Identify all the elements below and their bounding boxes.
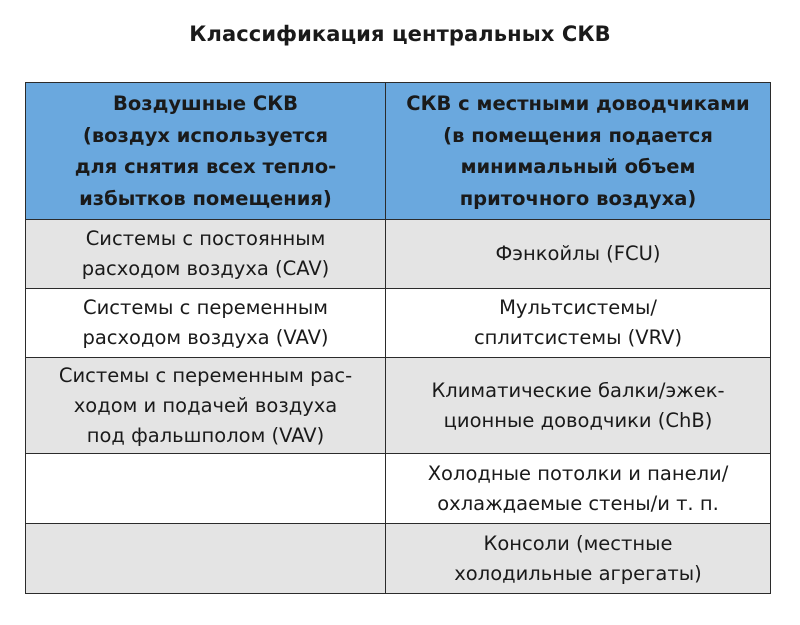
table-row — [26, 454, 771, 524]
table-row — [26, 220, 771, 289]
table-row — [26, 358, 771, 454]
classification-table — [25, 82, 771, 594]
table-cell: Системы с постоянным расходом воздуха (CAV) — [26, 220, 386, 289]
table-cell — [26, 524, 386, 594]
table-cell: Холодные потолки и панели/ охлаждаемые стены/и т. п. — [386, 454, 771, 524]
table-title: Классификация центральных СКВ — [189, 22, 611, 46]
table-row — [26, 289, 771, 358]
table-cell: Климатические балки/эжек- ционные доводчики (ChB) — [386, 358, 771, 454]
table-cell: Мультсистемы/ сплитсистемы (VRV) — [386, 289, 771, 358]
table-cell: Системы с переменным расходом воздуха (VAV) — [26, 289, 386, 358]
table-row — [26, 524, 771, 594]
header-local-units-systems: СКВ с местными доводчиками (в помещения подается минимальный объем приточного воздуха) — [386, 83, 771, 220]
table-cell: Системы с переменным рас- ходом и подачей воздуха под фальшполом (VAV) — [26, 358, 386, 454]
table-cell: Консоли (местные холодильные агрегаты) — [386, 524, 771, 594]
header-row — [26, 83, 771, 220]
table-cell — [26, 454, 386, 524]
table-cell: Фэнкойлы (FCU) — [386, 220, 771, 289]
header-air-systems: Воздушные СКВ (воздух используется для снятия всех тепло- избытков помещения) — [26, 83, 386, 220]
